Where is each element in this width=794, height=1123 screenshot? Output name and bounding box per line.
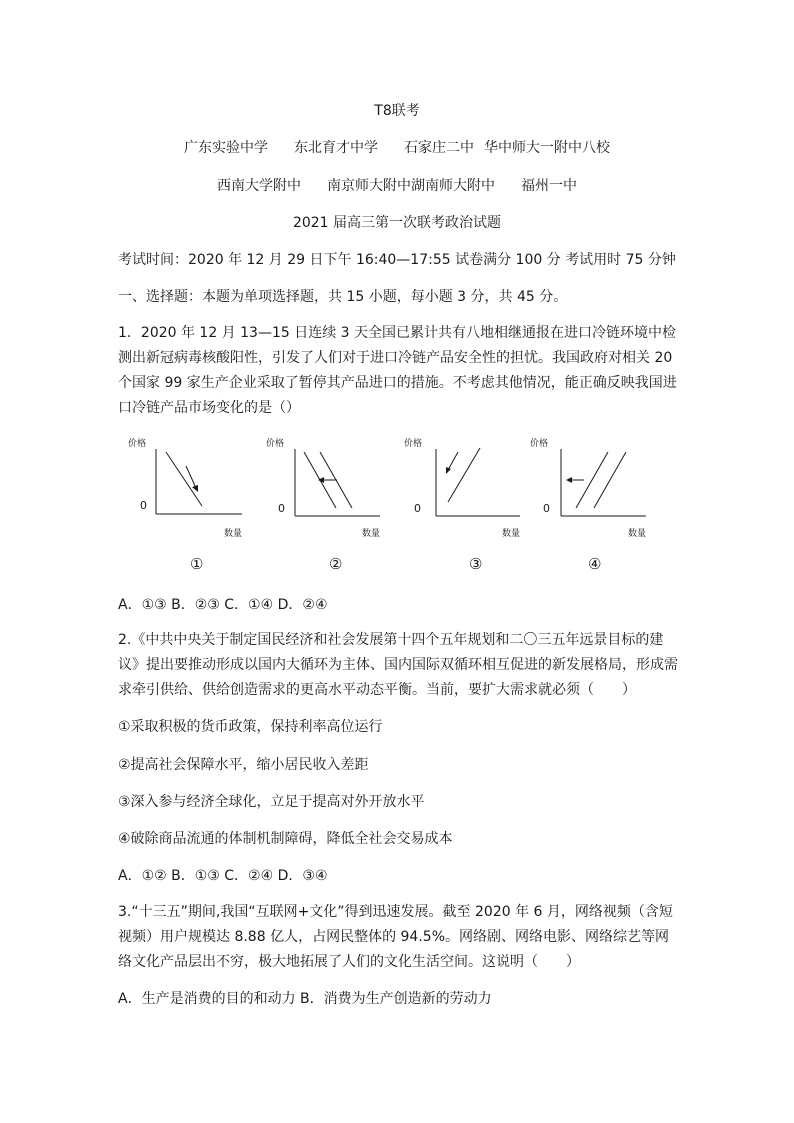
exam-title: 2021 届高三第一次联考政治试题 bbox=[292, 215, 502, 231]
question-2-item: ①采取积极的货币政策，保持利率高位运行 bbox=[118, 719, 383, 735]
question-2-item: ②提高社会保障水平，缩小居民收入差距 bbox=[118, 757, 369, 773]
question-3-stem: 3.“十三五”期间,我国“互联网+文化”得到迅速发展。截至 2020 年 6 月，网络视频（含短视频）用户规模达 8.88 亿人，占网民整体的 94.5%。网络剧、网络电影、网络综艺等网络文化产品层出不穷，极大地拓展了人们的文化生活空间。这说明（ ） bbox=[118, 904, 673, 970]
question-2-item: ③深入参与经济全球化，立足于提高对外开放水平 bbox=[118, 794, 425, 810]
origin-label: 0 bbox=[414, 502, 421, 515]
arrowhead bbox=[566, 477, 572, 483]
school-name: 西南大学附中 bbox=[217, 178, 301, 194]
question-3-options: A．生产是消费的目的和动力 B．消费为生产创造新的劳动力 bbox=[118, 991, 492, 1007]
exam-info: 考试时间：2020 年 12 月 29 日下午 16:40—17:55 试卷满分 100 分 考试用时 75 分钟 bbox=[118, 252, 676, 268]
graph-caption: ③ bbox=[469, 555, 483, 573]
supply-demand-graphs bbox=[118, 432, 678, 582]
x-axis-label: 数量 bbox=[502, 529, 521, 539]
graph-caption: ① bbox=[190, 555, 204, 573]
arrowhead bbox=[446, 467, 451, 474]
school-name: 南京师大附中湖南师大附中 bbox=[327, 178, 495, 194]
demand-curve bbox=[166, 452, 202, 506]
graph-caption: ② bbox=[329, 555, 343, 573]
origin-label: 0 bbox=[543, 502, 550, 515]
question-2-stem: 2.《中共中央关于制定国民经济和社会发展第十四个五年规划和二〇三五年远景目标的建议》提出要推动形成以国内大循环为主体、国内国际双循环相互促进的新发展格局，形成需求牵引供给、供给创造需求的更高水平动态平衡。当前，要扩大需求就必须（ ） bbox=[118, 632, 678, 698]
x-axis-label: 数量 bbox=[224, 529, 243, 539]
school-list-row-1 bbox=[0, 137, 794, 157]
graph-caption: ④ bbox=[588, 555, 602, 573]
supply-curve bbox=[448, 448, 480, 502]
school-name: 广东实验中学 bbox=[184, 140, 268, 156]
school-list-row-2 bbox=[0, 175, 794, 195]
y-axis-label: 价格 bbox=[128, 439, 147, 449]
question-1-stem: 1．2020 年 12 月 13—15 日连续 3 天全国已累计共有八地相继通报在进口冷链环境中检测出新冠病毒核酸阳性，引发了人们对于进口冷链产品安全性的担忧。我国政府对相关 20 个国家 99 家生产企业采取了暂停其产品进口的措施。不考虑其他情况，能正确反映我国进口冷链产品市场变化的是（） bbox=[118, 325, 677, 416]
question-2-options: A．①② B．①③ C．②④ D．③④ bbox=[118, 868, 328, 884]
supply-curve-old bbox=[594, 452, 626, 508]
origin-label: 0 bbox=[140, 499, 147, 512]
question-1-options: A．①③ B．②③ C．①④ D．②④ bbox=[118, 597, 328, 613]
school-name: 华中师大一附中八校 bbox=[484, 140, 610, 156]
school-name: 石家庄二中 bbox=[404, 140, 474, 156]
origin-label: 0 bbox=[278, 502, 285, 515]
x-axis-label: 数量 bbox=[362, 529, 381, 539]
exam-name: T8联考 bbox=[374, 103, 420, 119]
shift-arrow bbox=[448, 452, 458, 470]
y-axis-label: 价格 bbox=[404, 439, 423, 449]
y-axis-label: 价格 bbox=[266, 439, 285, 449]
y-axis-label: 价格 bbox=[530, 439, 549, 449]
x-axis-label: 数量 bbox=[628, 529, 647, 539]
school-name: 福州一中 bbox=[521, 178, 577, 194]
arrowhead bbox=[192, 485, 198, 492]
school-name: 东北育才中学 bbox=[294, 140, 378, 156]
question-2-item: ④破除商品流通的体制机制障碍，降低全社会交易成本 bbox=[118, 831, 453, 847]
section-heading: 一、选择题：本题为单项选择题，共 15 小题，每小题 3 分，共 45 分。 bbox=[118, 289, 568, 305]
